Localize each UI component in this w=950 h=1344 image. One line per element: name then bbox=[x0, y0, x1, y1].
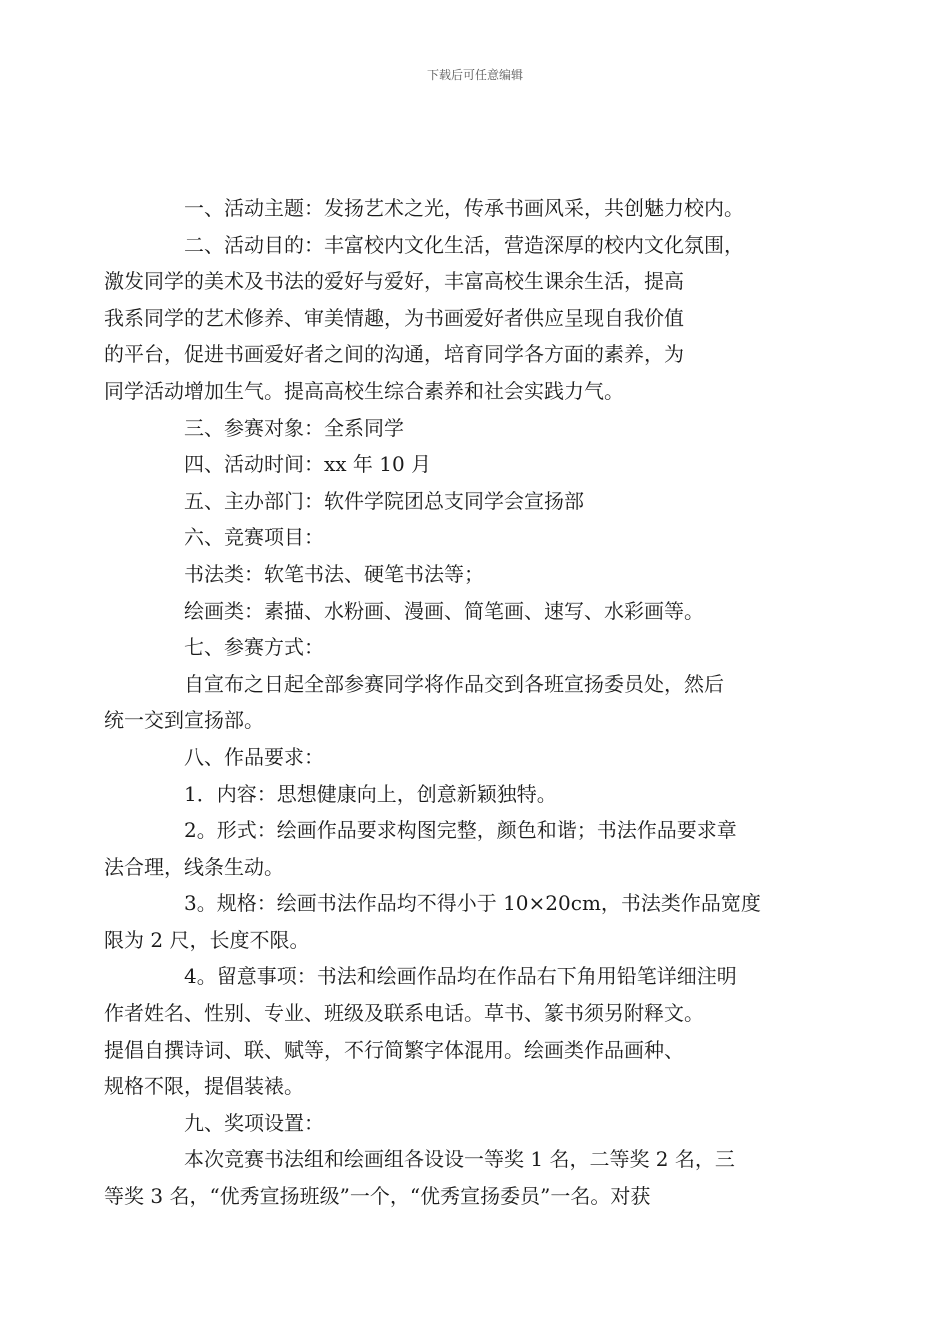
section-organizer: 五、主办部门：软件学院团总支同学会宣扬部 bbox=[184, 488, 584, 513]
section-purpose bbox=[104, 227, 824, 410]
section-awards-heading: 九、奖项设置： bbox=[184, 1110, 324, 1135]
text-line: 法合理，线条生动。 bbox=[104, 854, 284, 879]
text-line: 提倡自撰诗词、联、赋等，不行简繁字体混用。绘画类作品画种、 bbox=[104, 1037, 684, 1062]
text-line: 同学活动增加生气。提高高校生综合素养和社会实践力气。 bbox=[104, 378, 624, 403]
text-line: 3。规格：绘画书法作品均不得小于 10×20cm，书法类作品宽度 bbox=[184, 891, 761, 916]
item-calligraphy: 书法类：软笔书法、硬笔书法等； bbox=[184, 561, 484, 586]
text-line: 统一交到宣扬部。 bbox=[104, 708, 264, 733]
section-items-heading: 六、竞赛项目： bbox=[184, 525, 324, 550]
section-time: 四、活动时间：xx 年 10 月 bbox=[184, 452, 432, 477]
requirement-size bbox=[104, 885, 824, 958]
text-line: 2。形式：绘画作品要求构图完整，颜色和谐；书法作品要求章 bbox=[184, 818, 737, 843]
text-line: 自宣布之日起全部参赛同学将作品交到各班宣扬委员处，然后 bbox=[184, 671, 724, 696]
text-line: 规格不限，提倡装裱。 bbox=[104, 1074, 304, 1099]
text-line: 二、活动目的：丰富校内文化生活，营造深厚的校内文化氛围， bbox=[184, 232, 744, 257]
text-line: 4。留意事项：书法和绘画作品均在作品右下角用铅笔详细注明 bbox=[184, 964, 737, 989]
text-line: 限为 2 尺，长度不限。 bbox=[104, 927, 310, 952]
document-body bbox=[104, 190, 824, 1215]
text-line: 作者姓名、性别、专业、班级及联系电话。草书、篆书须另附释文。 bbox=[104, 1001, 704, 1026]
text-line: 等奖 3 名，“优秀宣扬班级”一个，“优秀宣扬委员”一名。对获 bbox=[104, 1184, 651, 1209]
item-painting: 绘画类：素描、水粉画、漫画、简笔画、速写、水彩画等。 bbox=[184, 598, 704, 623]
section-method bbox=[104, 666, 824, 739]
page-header: 下载后可任意编辑 bbox=[426, 68, 523, 82]
section-method-heading: 七、参赛方式： bbox=[184, 635, 324, 660]
text-line: 我系同学的艺术修养、审美情趣，为书画爱好者供应呈现自我价值 bbox=[104, 305, 684, 330]
section-theme: 一、活动主题：发扬艺术之光，传承书画风采，共创魅力校内。 bbox=[184, 196, 744, 220]
text-line: 激发同学的美术及书法的爱好与爱好，丰富高校生课余生活，提高 bbox=[104, 269, 684, 294]
requirement-notes bbox=[104, 958, 824, 1104]
section-awards bbox=[104, 1141, 824, 1214]
text-line: 的平台，促进书画爱好者之间的沟通，培育同学各方面的素养，为 bbox=[104, 342, 684, 367]
requirement-content: 1．内容：思想健康向上，创意新颖独特。 bbox=[184, 781, 557, 806]
section-requirements-heading: 八、作品要求： bbox=[184, 744, 324, 769]
text-line: 本次竞赛书法组和绘画组各设设一等奖 1 名，二等奖 2 名，三 bbox=[184, 1147, 735, 1172]
requirement-form bbox=[104, 812, 824, 885]
section-participants: 三、参赛对象：全系同学 bbox=[184, 415, 404, 440]
